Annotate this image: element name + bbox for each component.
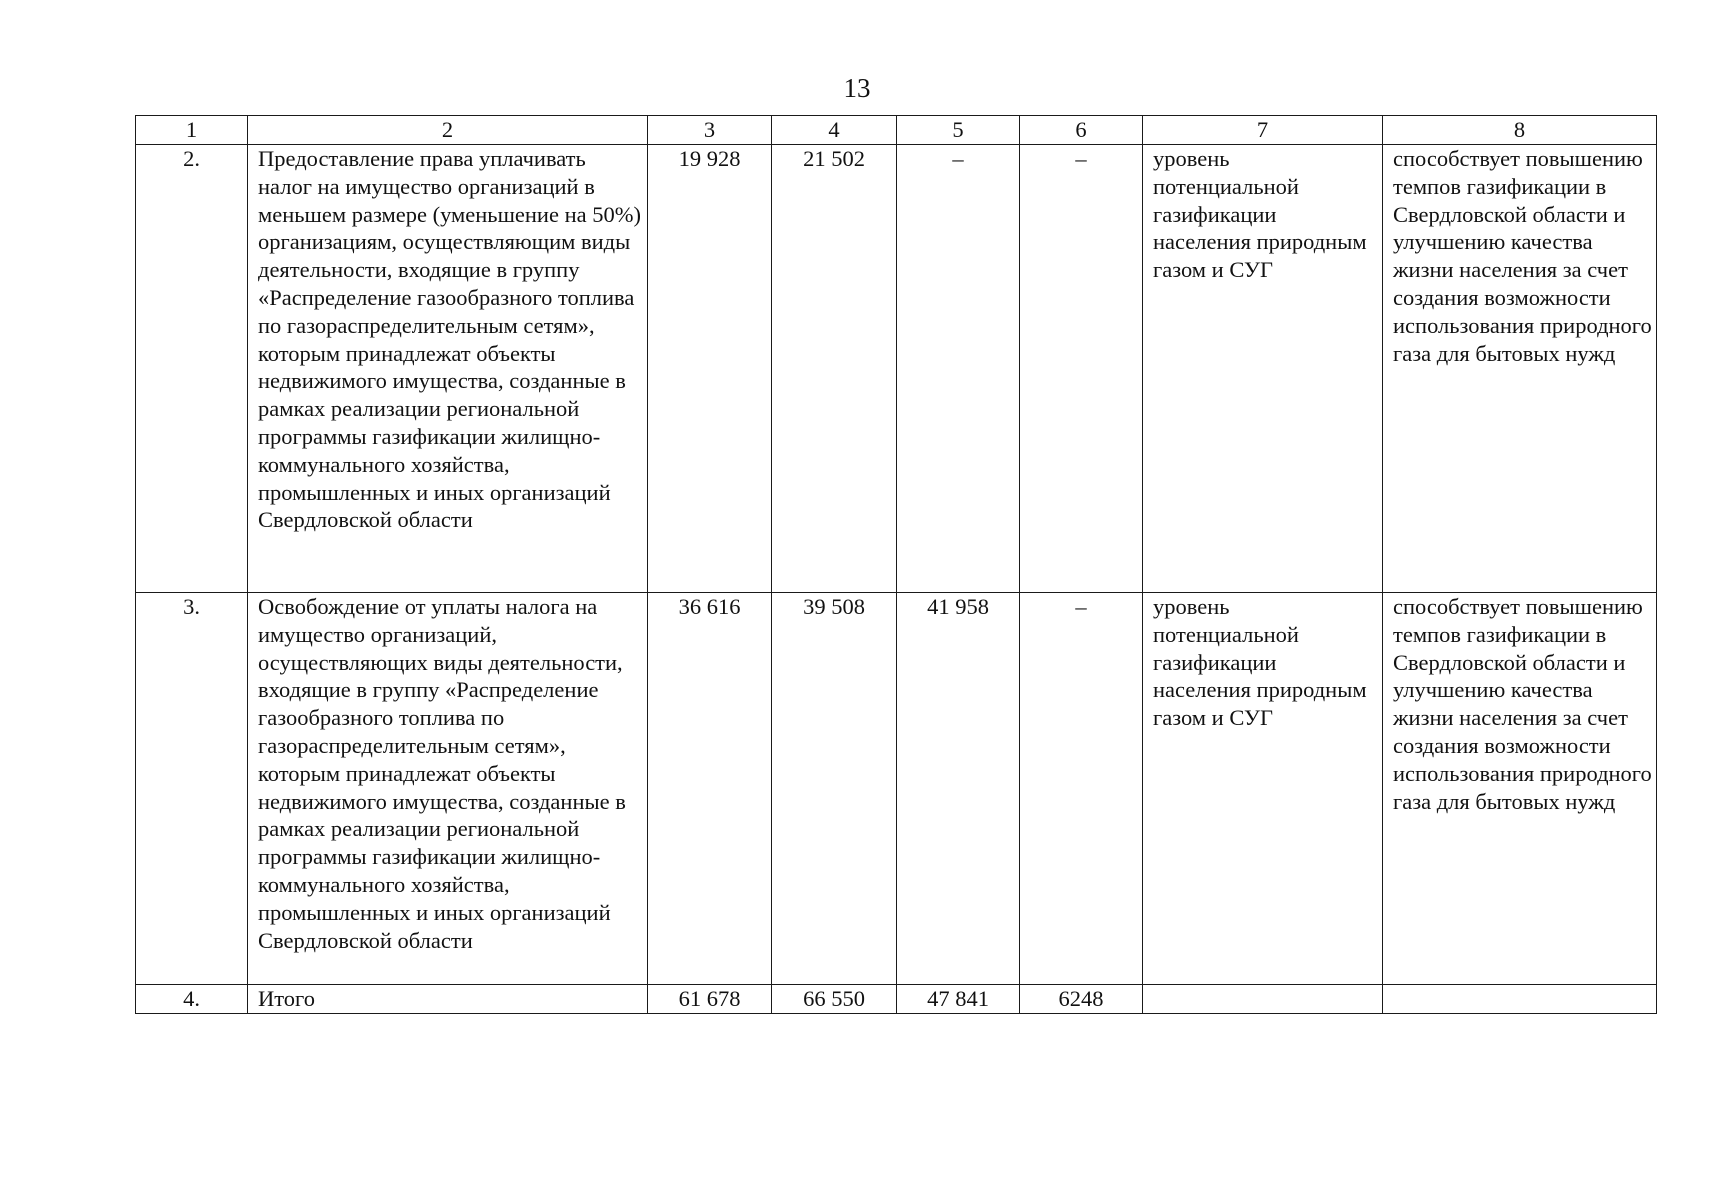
table-row	[136, 593, 1657, 985]
value-col-6: –	[1020, 593, 1143, 985]
value-col-5: 41 958	[897, 593, 1020, 985]
header-cell: 6	[1020, 116, 1143, 145]
total-col-3: 61 678	[648, 985, 772, 1014]
header-cell: 3	[648, 116, 772, 145]
value-col-4: 39 508	[772, 593, 897, 985]
benefit-description: Предоставление права уплачивать налог на имущество организаций в меньшем размере (уменьшение на 50%) организациям, осуществляющим виды деятельности, входящие в группу «Распределение газообразного топлива по газораспределительным сетям», которым принадлежат объекты недвижимого имущества, созданные в рамках реализации региональной программы газификации жилищно-коммунального хозяйства, промышленных и иных организаций Свердловской области	[248, 145, 648, 593]
total-col-6: 6248	[1020, 985, 1143, 1014]
indicator-text: уровень потенциальной газификации населения природным газом и СУГ	[1143, 145, 1383, 593]
total-col-4: 66 550	[772, 985, 897, 1014]
header-cell: 2	[248, 116, 648, 145]
total-row	[136, 985, 1657, 1014]
header-cell: 5	[897, 116, 1020, 145]
effect-text: способствует повышению темпов газификации в Свердловской области и улучшению качества жизни населения за счет создания возможности использования природного газа для бытовых нужд	[1383, 593, 1657, 985]
value-col-6: –	[1020, 145, 1143, 593]
row-number: 3.	[136, 593, 248, 985]
total-col-7	[1143, 985, 1383, 1014]
page-number: 13	[843, 73, 871, 103]
value-col-3: 36 616	[648, 593, 772, 985]
row-number: 4.	[136, 985, 248, 1014]
indicator-text: уровень потенциальной газификации населения природным газом и СУГ	[1143, 593, 1383, 985]
total-col-8	[1383, 985, 1657, 1014]
effect-text: способствует повышению темпов газификации в Свердловской области и улучшению качества жизни населения за счет создания возможности использования природного газа для бытовых нужд	[1383, 145, 1657, 593]
header-cell: 8	[1383, 116, 1657, 145]
table-row	[136, 145, 1657, 593]
header-cell: 4	[772, 116, 897, 145]
value-col-4: 21 502	[772, 145, 897, 593]
total-label: Итого	[248, 985, 648, 1014]
benefits-table	[135, 115, 1657, 1014]
table-header-row	[136, 116, 1657, 145]
value-col-3: 19 928	[648, 145, 772, 593]
row-number: 2.	[136, 145, 248, 593]
value-col-5: –	[897, 145, 1020, 593]
header-cell: 1	[136, 116, 248, 145]
total-col-5: 47 841	[897, 985, 1020, 1014]
header-cell: 7	[1143, 116, 1383, 145]
benefit-description: Освобождение от уплаты налога на имущество организаций, осуществляющих виды деятельности, входящие в группу «Распределение газообразного топлива по газораспределительным сетям», которым принадлежат объекты недвижимого имущества, созданные в рамках реализации региональной программы газификации жилищно-коммунального хозяйства, промышленных и иных организаций Свердловской области	[248, 593, 648, 985]
